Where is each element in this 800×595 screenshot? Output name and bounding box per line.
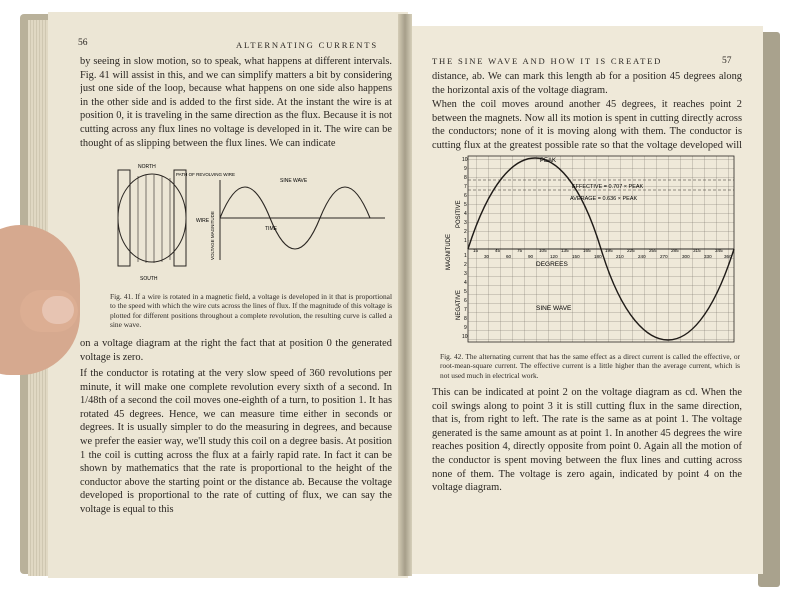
fig42-deg-label: 15 — [473, 248, 479, 253]
left-text-top: by seeing in slow motion, so to speak, what happens at different intervals. Fig. 41 will assist in this, and we can simplify matters a bit by considering just one side of the loop, because what happens on one side also happens in the other side and is added to the first side. At the instant the wire is at position 0, it is traveling in the same direction as the flux. Because it is not cutting across any flux lines no voltage is developed in it. The wire can be thought of as slipping between the flux lines. We can indicate — [80, 56, 392, 149]
fig41-label-sine: SINE WAVE — [280, 178, 308, 184]
fig42-y-tick: 4 — [464, 211, 467, 217]
fig41-label-path: PATH OF REVOLVING WIRE — [176, 172, 236, 177]
fig42-y-tick: 3 — [464, 220, 467, 226]
fig42-label-sine: SINE WAVE — [536, 305, 572, 312]
left-text-bottom-1: on a voltage diagram at the right the fact that at position 0 the generated voltage is zero. — [80, 338, 392, 363]
right-text-bottom: This can be indicated at point 2 on the voltage diagram as cd. When the coil swings along to point 3 it is still cutting flux in the same direction, that is, from right to left. The rate is the same as at point 1. The voltage generated is the same amount as at point 1. In another 45 degrees the wire reaches position 4, directly opposite from point 0. Again all the motion of the conductor is spent moving between the flux lines and cutting across none of them. The voltage is zero again, indicated by point 4 on the voltage diagram. — [432, 387, 742, 494]
fig42-deg-label: 30 — [484, 254, 490, 259]
fig42-label-negative: NEGATIVE — [456, 290, 462, 320]
fig42-label-degrees: DEGREES — [536, 261, 568, 268]
left-page-number: 56 — [78, 38, 88, 48]
fig42-label-average: AVERAGE = 0.636 × PEAK — [570, 196, 638, 202]
fig42-deg-label: 225 — [627, 248, 635, 253]
right-text-top-2: When the coil moves around another 45 degrees, it reaches point 2 between the magnets. Now all its motion is spent in cutting directly across the conductors; none of it is moving along with them. The conductor is cutting flux at the greatest possible rate so that the voltage developed will — [432, 99, 742, 151]
fig42-deg-label: 315 — [693, 248, 701, 253]
thumbnail — [42, 296, 74, 324]
fig42-y-tick: 7 — [464, 184, 467, 190]
fig42-y-tick: 10 — [462, 157, 468, 163]
fig42-y-tick: 1 — [464, 253, 467, 259]
fig42-deg-label: 300 — [682, 254, 690, 259]
right-text-top: distance, ab. We can mark this length ab for a position 45 degrees along the horizontal axis of the voltage diagram. — [432, 71, 742, 96]
fig42-y-tick: 8 — [464, 175, 467, 181]
fig42-y-tick: 5 — [464, 289, 467, 295]
fig42-deg-label: 180 — [594, 254, 602, 259]
fig42-y-tick: 2 — [464, 229, 467, 235]
fig42-y-tick: 4 — [464, 280, 467, 286]
fig42-deg-label: 345 — [715, 248, 723, 253]
fig42-deg-label: 285 — [671, 248, 679, 253]
fig42-chart — [440, 150, 740, 350]
fig42-deg-label: 60 — [506, 254, 512, 259]
fig42-y-tick: 6 — [464, 193, 467, 199]
fig41-caption: Fig. 41. If a wire is rotated in a magnetic field, a voltage is developed in it that is proportional to the speed with which the wire cuts across the lines of flux. If the magnitude of this voltage is plotted for different positions throughout a complete revolution, the resulting curve is called a sine wave. — [110, 292, 392, 330]
fig42-y-tick: 5 — [464, 202, 467, 208]
fig42-deg-label: 90 — [528, 254, 534, 259]
fig42-deg-label: 210 — [616, 254, 624, 259]
fig42-deg-label: 240 — [638, 254, 646, 259]
fig41-label-south: SOUTH — [140, 276, 158, 282]
fig42-deg-label: 120 — [550, 254, 558, 259]
fig42-y-tick: 3 — [464, 271, 467, 277]
fig41-diagram — [110, 160, 390, 292]
fig42-label-peak: PEAK — [540, 158, 557, 164]
fig42-y-tick: 6 — [464, 298, 467, 304]
fig42-deg-label: 165 — [583, 248, 591, 253]
book-gutter — [398, 14, 412, 576]
fig41-label-time: TIME — [265, 226, 277, 232]
fig42-deg-label: 105 — [539, 248, 547, 253]
fig42-deg-label: 135 — [561, 248, 569, 253]
fig42-deg-label: 255 — [649, 248, 657, 253]
fig42-y-tick: 8 — [464, 316, 467, 322]
fig42-caption: Fig. 42. The alternating current that has the same effect as a direct current is called the effective, or root-mean-square current. The effective current is a little higher than the average current, which is not used much in electrical work. — [440, 352, 740, 380]
fig42-deg-label: 45 — [495, 248, 501, 253]
fig41-label-wire: WIRE — [196, 218, 210, 224]
fig42-y-tick: 9 — [464, 166, 467, 172]
fig42-y-tick: 2 — [464, 262, 467, 268]
fig42-label-effective: EFFECTIVE = 0.707 × PEAK — [572, 184, 644, 190]
fig42-y-tick: 7 — [464, 307, 467, 313]
right-running-head: THE SINE WAVE AND HOW IT IS CREATED — [432, 56, 663, 66]
left-text-bottom-2: If the conductor is rotating at the very slow speed of 360 revolutions per minute, it will make one complete revolution every sixth of a second. In 1/48th of a second the coil moves one-eighth of a turn, to position 1. It has rotated 45 degrees. Hence, we can measure time either in seconds or degrees. It is usually simpler to do the measuring in degrees, and because we prefer the easier way, we'll study this coil on a degree basis. At position 1 the coil is cutting across the flux at a fairly rapid rate. In fact it can be shown by mathematics that the rate is proportional to the height of the conductor above the starting point or the distance ab. Because the voltage developed is proportional to the rate of cutting of flux, we can say the voltage is equal to this — [80, 368, 392, 515]
fig42-y-tick: 1 — [464, 238, 467, 244]
fig41-label-voltage: VOLTAGE MAGNITUDE — [210, 211, 215, 260]
fig42-deg-label: 150 — [572, 254, 580, 259]
fig42-deg-label: 270 — [660, 254, 668, 259]
fig42-y-ticks — [462, 157, 468, 340]
fig42-deg-label: 195 — [605, 248, 613, 253]
fig41-label-north: NORTH — [138, 164, 156, 170]
fig42-label-positive: POSITIVE — [456, 200, 462, 228]
left-running-head: ALTERNATING CURRENTS — [236, 40, 378, 50]
fig42-y-tick: 9 — [464, 325, 467, 331]
fig42-label-magnitude: MAGNITUDE — [446, 234, 452, 270]
fig42-deg-label: 360 — [724, 254, 732, 259]
right-page-number: 57 — [722, 56, 732, 66]
fig42-y-tick: 10 — [462, 334, 468, 340]
fig42-deg-label: 330 — [704, 254, 712, 259]
fig42-deg-label: 75 — [517, 248, 523, 253]
